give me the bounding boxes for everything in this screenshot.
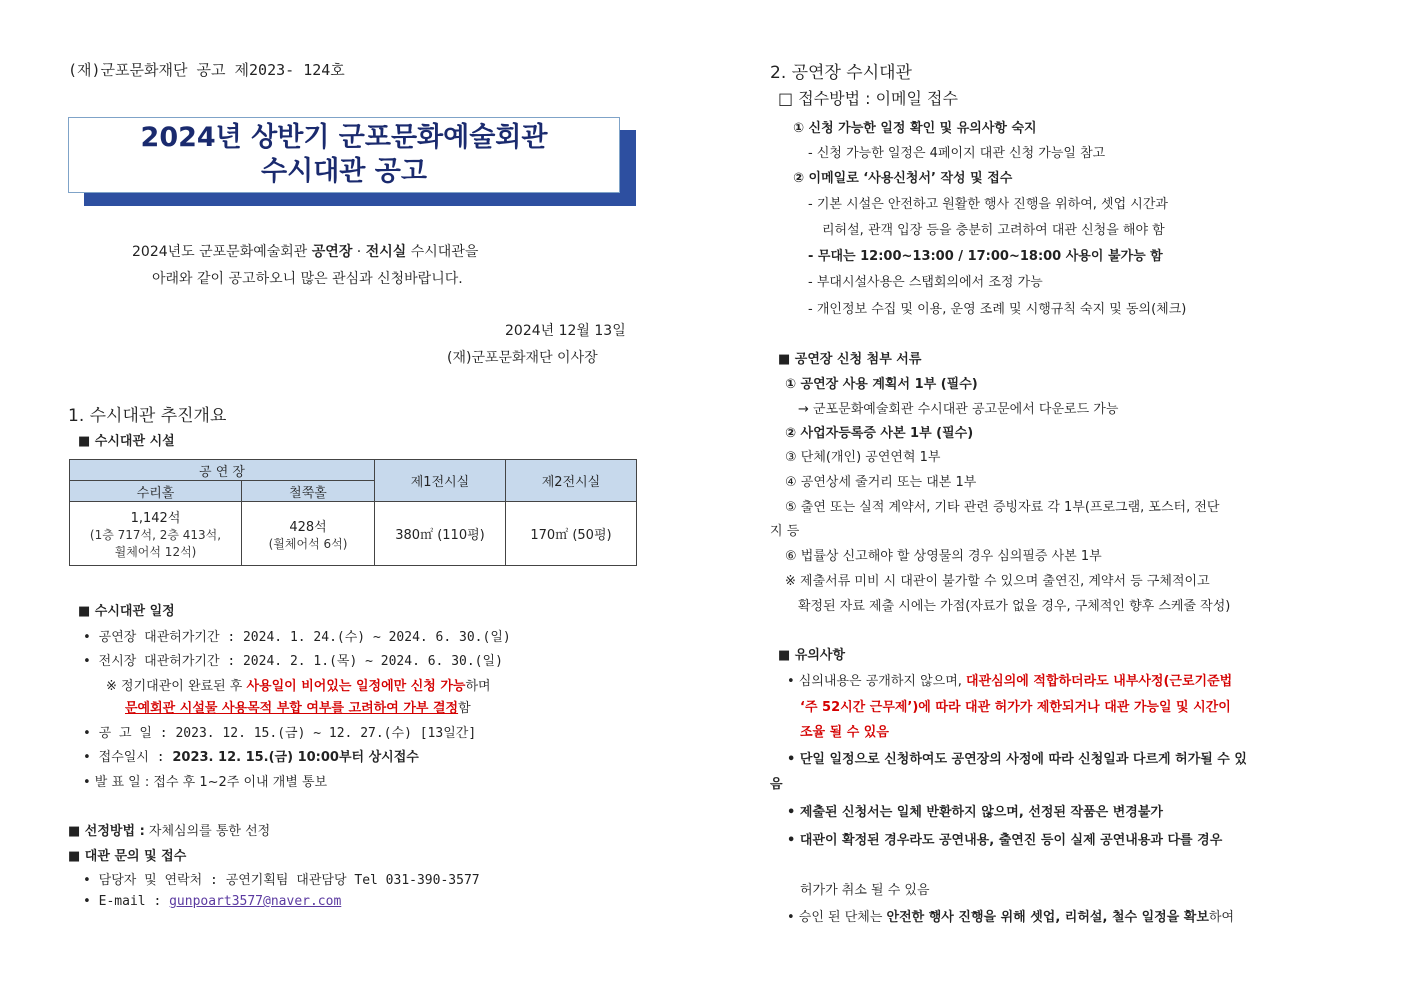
note5-bold: 안전한 행사 진행을 위해 셋업, 리허설, 철수 일정을 확보 [886, 910, 1209, 925]
suri-hall-cell [70, 502, 242, 566]
note2-highlight: 문예회관 시설물 사용목적 부합 여부를 고려하여 가부 결정 [125, 701, 459, 716]
note5-end: 하여 [1208, 910, 1235, 925]
doc-note-b: 확정된 자료 제출 시에는 가점(자료가 없을 경우, 구체적인 향후 스케줄 작성) [798, 599, 1231, 614]
intro-text: 2024년도 군포문화예술회관 [132, 244, 312, 260]
note5 [787, 906, 1234, 925]
contact-phone: • 담당자 및 연락처 : 공연기획팀 대관담당 Tel 031-390-3577 [83, 873, 480, 888]
header-suri-hall: 수리홀 [70, 481, 242, 502]
selection-method [68, 820, 270, 839]
note1-line3: 조율 될 수 있음 [800, 725, 889, 740]
gallery1-size: 380㎡ (110평) [375, 502, 506, 566]
doc-1a: → 군포문화예술회관 수시대관 공고문에서 다운로드 가능 [798, 402, 1119, 417]
page-title-line1: 2024년 상반기 군포문화예술회관 [140, 122, 548, 153]
notes-label: ■ 유의사항 [778, 648, 846, 663]
doc-note-a: ※ 제출서류 미비 시 대관이 불가할 수 있으며 출연진, 계약서 등 구체적이고 [785, 574, 1210, 589]
intro-text-end: 수시대관을 [406, 244, 479, 260]
note2-end: 함 [458, 701, 471, 716]
method-step2: ② 이메일로 ‘사용신청서’ 작성 및 접수 [793, 171, 1013, 186]
doc-2: ② 사업자등록증 사본 1부 (필수) [785, 426, 974, 441]
suri-detail2: 휠체어석 12석) [114, 545, 197, 559]
selection-value: 자체심의를 통한 선정 [144, 824, 271, 839]
note1-red1: 대관심의에 적합하더라도 내부사정(근로기준법 [966, 674, 1233, 689]
schedule-gallery: • 전시장 대관허가기간 : 2024. 2. 1.(목) ~ 2024. 6. 30.(일) [83, 654, 503, 669]
note1-line2: ‘주 52시간 근무제’)에 따라 대관 허가가 제한되거나 대관 가능일 및 시간이 [800, 700, 1231, 715]
contact-label: ■ 대관 문의 및 접수 [68, 849, 187, 864]
note1-start: • 심의내용은 공개하지 않으며, [787, 674, 967, 689]
doc-5b: 지 등 [770, 524, 800, 539]
doc-6: ⑥ 법률상 신고해야 할 상영물의 경우 심의필증 사본 1부 [785, 549, 1102, 564]
cheoljjuk-detail: (휠체어석 6석) [268, 536, 348, 551]
receipt-label: • 접수일시 : [83, 750, 173, 765]
intro-hall: 공연장 [311, 244, 353, 260]
signer: (재)군포문화재단 이사장 [447, 350, 598, 366]
contact-email [83, 894, 341, 909]
note2-line1: • 단일 일정으로 신청하여도 공연장의 사정에 따라 신청일과 다르게 허가될 수 있 [787, 752, 1247, 767]
selection-label: ■ 선정방법 : [68, 824, 145, 839]
note3: • 제출된 신청서는 일체 반환하지 않으며, 선정된 작품은 변경불가 [787, 805, 1163, 820]
cheoljjuk-seats: 428석 [289, 519, 327, 535]
title-box [68, 117, 620, 193]
method-step2e: - 개인정보 수집 및 이용, 운영 조례 및 시행규칙 숙지 및 동의(체크) [808, 302, 1187, 317]
section1-heading: 1. 수시대관 추진개요 [68, 406, 227, 426]
method-step1a: - 신청 가능한 일정은 4페이지 대관 신청 가능일 참고 [808, 146, 1106, 161]
schedule-announce: • 공 고 일 : 2023. 12. 15.(금) ~ 12. 27.(수) [13일간] [83, 726, 477, 741]
facility-label: ■ 수시대관 시설 [78, 434, 175, 449]
section2-heading: 2. 공연장 수시대관 [770, 63, 912, 83]
gallery2-size: 170㎡ (50평) [506, 502, 637, 566]
method-step2c: - 무대는 12:00~13:00 / 17:00~18:00 사용이 불가능 함 [808, 249, 1163, 264]
suri-detail1: (1층 717석, 2층 413석, [89, 528, 222, 542]
method-step1: ① 신청 가능한 일정 확인 및 유의사항 숙지 [793, 121, 1037, 136]
receipt-method: □ 접수방법 : 이메일 접수 [778, 89, 958, 108]
note1-highlight: 사용일이 비어있는 일정에만 신청 가능 [246, 679, 466, 694]
schedule-receipt [83, 746, 419, 765]
doc-1: ① 공연장 사용 계획서 1부 (필수) [785, 377, 978, 392]
note1-line1 [787, 670, 1232, 689]
method-step2d: - 부대시설사용은 스탭회의에서 조정 가능 [808, 275, 1043, 290]
email-label: • E-mail : [83, 894, 170, 909]
cheoljjuk-hall-cell [242, 502, 375, 566]
receipt-value: 2023. 12. 15.(금) 10:00부터 상시접수 [172, 750, 419, 765]
intro-line1 [132, 241, 478, 261]
note4-line1: • 대관이 확정된 경우라도 공연내용, 출연진 등이 실제 공연내용과 다를 경우 [787, 833, 1223, 848]
suri-seats: 1,142석 [130, 511, 181, 526]
facility-table [69, 459, 637, 566]
header-gallery1: 제1전시실 [375, 460, 506, 502]
page-title-line2: 수시대관 공고 [261, 156, 427, 187]
header-cheoljjuk-hall: 철쭉홀 [242, 481, 375, 502]
method-step2a: - 기본 시설은 안전하고 원활한 행사 진행을 위하여, 셋업 시간과 [808, 197, 1168, 212]
intro-sep: · [352, 244, 366, 260]
method-step2b: 리허설, 관객 입장 등을 충분히 고려하여 대관 신청을 해야 함 [822, 223, 1165, 238]
note1-text: ※ 정기대관이 완료된 후 [106, 679, 247, 694]
header-gallery2: 제2전시실 [506, 460, 637, 502]
schedule-label: ■ 수시대관 일정 [78, 604, 175, 619]
schedule-note1 [106, 675, 491, 694]
schedule-result: • 발 표 일 : 접수 후 1~2주 이내 개별 통보 [83, 775, 328, 790]
note5-start: • 승인 된 단체는 [787, 910, 887, 925]
note4-line2: 허가가 취소 될 수 있음 [800, 883, 930, 898]
doc-3: ③ 단체(개인) 공연연혁 1부 [785, 450, 941, 465]
schedule-hall: • 공연장 대관허가기간 : 2024. 1. 24.(수) ~ 2024. 6. 30.(일) [83, 630, 511, 645]
notice-number: (재)군포문화재단 공고 제2023- 124호 [68, 61, 345, 79]
doc-5a: ⑤ 출연 또는 실적 계약서, 기타 관련 증빙자료 각 1부(프로그램, 포스터, 전단 [785, 500, 1220, 515]
notice-date: 2024년 12월 13일 [505, 323, 626, 339]
schedule-note2 [125, 697, 471, 716]
note1-end: 하며 [465, 679, 491, 694]
note2-line2: 음 [770, 777, 783, 792]
docs-label: ■ 공연장 신청 첨부 서류 [778, 352, 922, 367]
header-hall: 공 연 장 [70, 460, 375, 481]
intro-gallery: 전시실 [365, 244, 407, 260]
email-link[interactable]: gunpoart3577@naver.com [169, 894, 342, 909]
intro-line2: 아래와 같이 공고하오니 많은 관심과 신청바랍니다. [152, 271, 463, 287]
doc-4: ④ 공연상세 줄거리 또는 대본 1부 [785, 475, 977, 490]
